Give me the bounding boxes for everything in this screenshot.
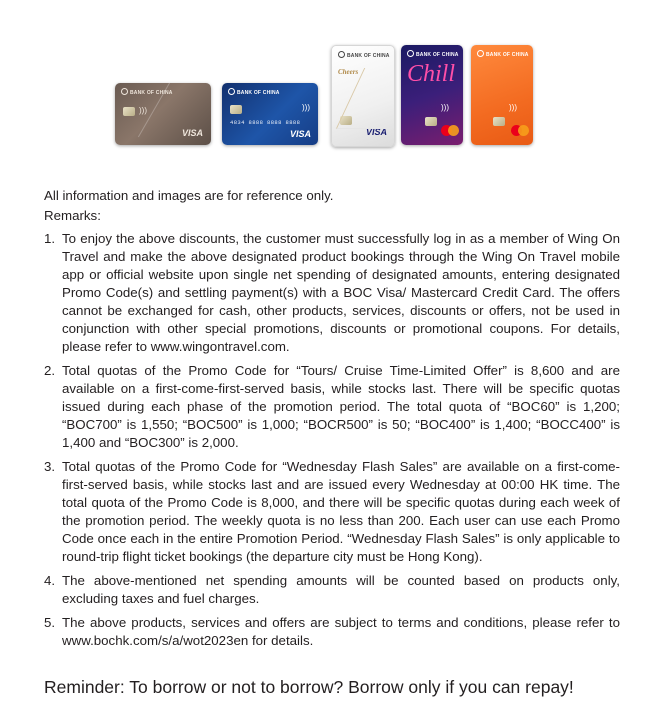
- borrowing-reminder: Reminder: To borrow or not to borrow? Borrow only if you can repay!: [44, 676, 574, 697]
- contactless-icon: ))): [139, 106, 147, 115]
- remark-item: [44, 572, 620, 608]
- contactless-icon: ))): [509, 103, 517, 112]
- remark-number: 2.: [44, 363, 56, 378]
- remark-number: 1.: [44, 231, 56, 246]
- bank-logo: BANK OF CHINA: [121, 88, 173, 96]
- remark-item: [44, 458, 620, 566]
- terms-section: [44, 187, 620, 656]
- remark-number: 4.: [44, 573, 56, 588]
- remark-text: Total quotas of the Promo Code for “Tours/ Cruise Time-Limited Offer” is 8,600 and are available on a first-come-first-served basis, while stocks last. There will be specific quotas issued during each phase of the promotion period. The total quota of “BOC60” is 1,200; “BOC700” is 1,550; “BOC500” is 1,000; “BOCR500” is 50; “BOC400” is 1,400; “BOCC400” is 1,400 and “BOC300” is 2,000.: [62, 363, 620, 450]
- remark-text: Total quotas of the Promo Code for “Wednesday Flash Sales” are available on a first-come-first-served basis, while stocks last and are issued every Wednesday at 00:00 HK time. The total quota of the Promo Code is 8,000, and there will be specific quotas during each week of the promotion period. The weekly quota is no less than 200. Each user can use each Promo Code once each in the entire Promotion Period. “Wednesday Flash Sales” is only applicable to round-trip flight ticket bookings (the departure city must be Hong Kong).: [62, 459, 620, 564]
- bank-logo: BANK OF CHINA: [338, 51, 390, 59]
- remark-item: [44, 362, 620, 452]
- disclaimer-text: All information and images are for reference only.: [44, 188, 334, 203]
- card-number: 4834 8888 8888 8888: [230, 119, 301, 126]
- bank-logo: BANK OF CHINA: [407, 50, 459, 58]
- chip-icon: [340, 116, 352, 125]
- cheers-brand-logo: Cheers: [338, 68, 359, 76]
- boc-cheers-visa-card: [331, 45, 395, 147]
- boc-visa-card-bronze: [115, 83, 211, 145]
- boc-chill-mastercard: [401, 45, 463, 145]
- boc-orange-mastercard: [471, 45, 533, 145]
- chip-icon: [230, 105, 242, 114]
- remark-item: [44, 614, 620, 650]
- visa-logo: VISA: [181, 128, 203, 138]
- remark-item: [44, 230, 620, 356]
- remark-number: 3.: [44, 459, 56, 474]
- contactless-icon: ))): [302, 103, 310, 112]
- contactless-icon: ))): [441, 103, 449, 112]
- bank-logo: BANK OF CHINA: [228, 88, 280, 96]
- chip-icon: [123, 107, 135, 116]
- remark-text: The above products, services and offers are subject to terms and conditions, please refer to www.bochk.com/s/a/wot2023en for details.: [62, 615, 620, 648]
- remarks-list: [44, 230, 620, 650]
- remark-number: 5.: [44, 615, 56, 630]
- boc-visa-card-blue: [222, 83, 318, 145]
- bank-logo: BANK OF CHINA: [477, 50, 529, 58]
- remarks-heading: Remarks:: [44, 208, 101, 223]
- visa-logo: VISA: [365, 127, 387, 137]
- remark-text: To enjoy the above discounts, the customer must successfully log in as a member of Wing On Travel and make the above designated product bookings through the Wing On Travel mobile app or official website upon single net spending of designated amounts, entering designated Promo Code(s) and settling payment(s) with a BOC Visa/ Mastercard Credit Card. The offers cannot be exchanged for cash, other products, services, discounts or offers, not be used in conjunction with other special promotions, discounts or promotional coupons. For details, please refer to www.wingontravel.com.: [62, 231, 620, 354]
- mastercard-logo: [511, 125, 529, 136]
- remark-text: The above-mentioned net spending amounts will be counted based on products only, excluding taxes and fuel charges.: [62, 573, 620, 606]
- chill-brand-logo: Chill: [407, 61, 456, 87]
- visa-logo: VISA: [289, 129, 311, 139]
- mastercard-logo: [441, 125, 459, 136]
- chip-icon: [425, 117, 437, 126]
- chip-icon: [493, 117, 505, 126]
- credit-card-images: [0, 0, 650, 170]
